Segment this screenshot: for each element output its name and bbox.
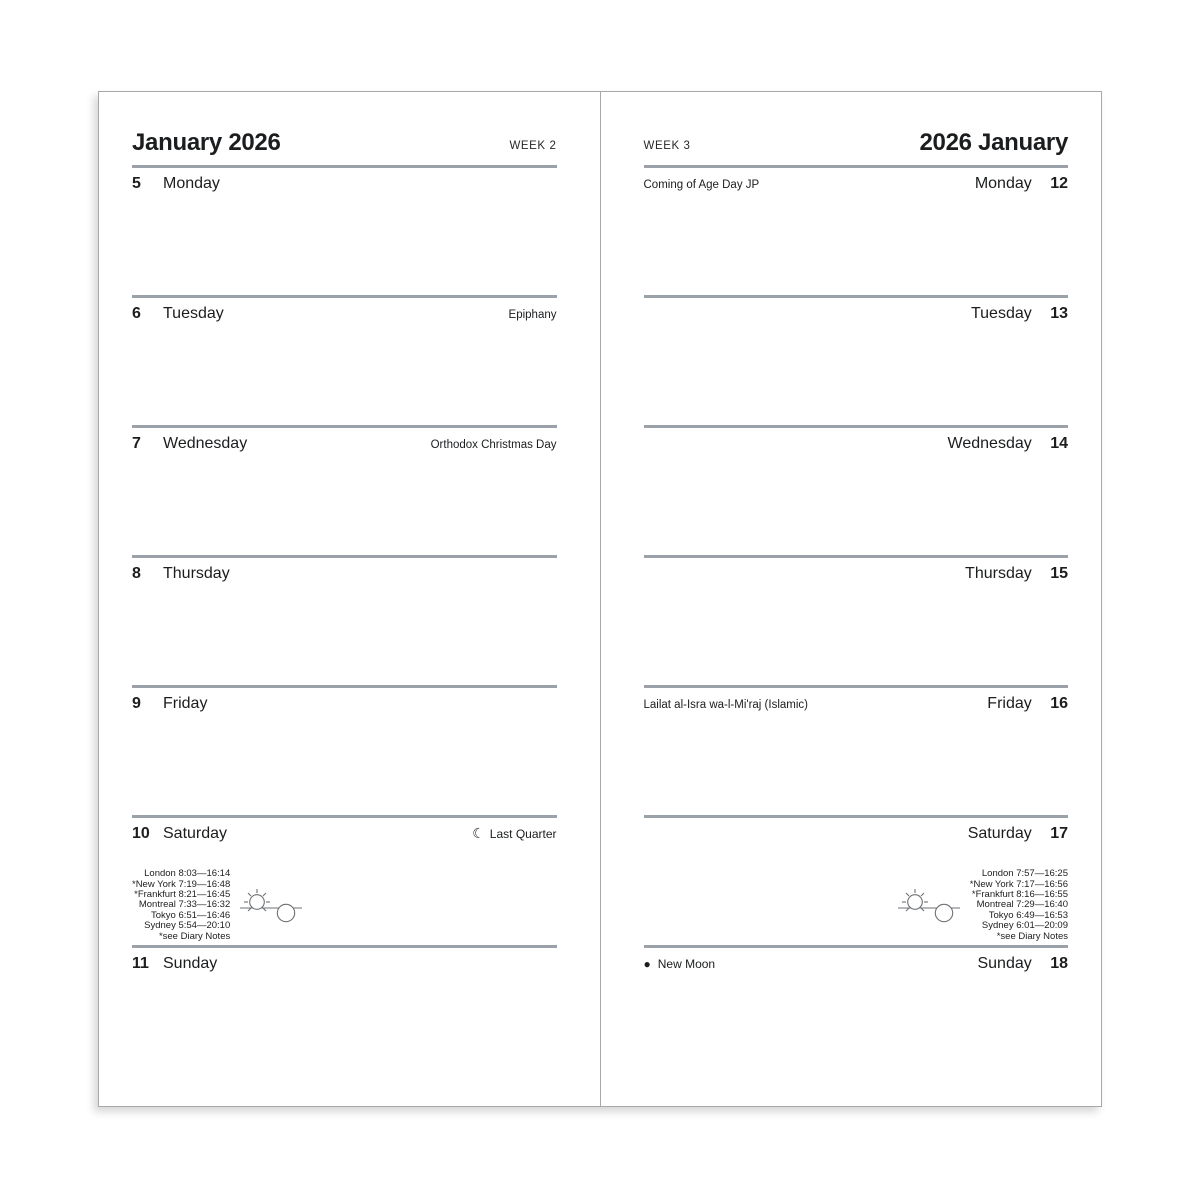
last-quarter-moon-icon: ☾ xyxy=(472,825,485,841)
sun-time-line: London 8:03—16:14 xyxy=(144,868,231,880)
day-row-header xyxy=(644,305,1069,323)
month-year-title-right: 2026 January xyxy=(919,129,1068,156)
day-name: Sunday xyxy=(977,955,1032,972)
day-label xyxy=(987,695,1068,713)
day-row-friday-9 xyxy=(132,685,557,815)
day-row-tuesday-6 xyxy=(132,295,557,425)
day-row-saturday-10 xyxy=(132,815,557,945)
sun-time-line: Montreal 7:29—16:40 xyxy=(976,899,1068,911)
day-number: 5 xyxy=(132,175,141,192)
day-number: 18 xyxy=(1050,955,1068,972)
moon-phase xyxy=(644,957,716,971)
day-name: Tuesday xyxy=(163,305,224,322)
day-row-monday-5 xyxy=(132,165,557,295)
diary-page-left xyxy=(99,92,601,1106)
day-name: Friday xyxy=(163,695,208,712)
day-label xyxy=(965,565,1068,583)
day-name: Friday xyxy=(987,695,1032,712)
sun-time-line: Sydney 5:54—20:10 xyxy=(144,920,231,932)
day-name: Thursday xyxy=(965,565,1032,582)
day-row-header xyxy=(132,305,557,323)
sun-time-line: Tokyo 6:51—16:46 xyxy=(151,909,231,921)
day-row-header xyxy=(132,825,557,843)
day-row-sunday-18 xyxy=(644,945,1069,1106)
day-label xyxy=(968,825,1068,843)
day-number: 17 xyxy=(1050,825,1068,842)
sunrise-horizon-icon xyxy=(240,886,302,926)
day-number: 7 xyxy=(132,435,141,452)
moon-phase-label: New Moon xyxy=(657,957,716,971)
day-number: 14 xyxy=(1050,435,1068,452)
day-label xyxy=(977,955,1068,973)
day-name: Wednesday xyxy=(947,435,1032,452)
day-number: 11 xyxy=(132,955,149,972)
day-number: 16 xyxy=(1050,695,1068,712)
sunrise-sunset-block xyxy=(132,869,302,942)
week-number-label-right: WEEK 3 xyxy=(643,139,691,152)
day-event: Lailat al-Isra wa-l-Mi'raj (Islamic) xyxy=(643,699,808,711)
day-row-thursday-15 xyxy=(644,555,1069,685)
day-row-header xyxy=(644,175,1069,193)
day-row-header xyxy=(132,955,557,973)
sunrise-sunset-block xyxy=(898,869,1068,942)
day-number: 6 xyxy=(132,305,141,322)
day-name: Monday xyxy=(974,175,1032,192)
day-label xyxy=(975,175,1068,193)
day-number: 10 xyxy=(132,825,150,842)
day-name: Saturday xyxy=(163,825,228,842)
right-page-header xyxy=(644,92,1069,165)
day-number: 13 xyxy=(1050,305,1068,322)
left-page-header xyxy=(132,92,557,165)
day-name: Monday xyxy=(163,175,220,192)
day-name: Tuesday xyxy=(970,305,1032,322)
day-row-header xyxy=(132,175,557,193)
day-name: Thursday xyxy=(163,565,230,582)
sun-time-line: *New York 7:17—16:56 xyxy=(969,878,1068,890)
sun-time-line: *New York 7:19—16:48 xyxy=(132,878,231,890)
day-row-tuesday-13 xyxy=(644,295,1069,425)
sun-time-line: Tokyo 6:49—16:53 xyxy=(988,909,1068,921)
sun-time-line: London 7:57—16:25 xyxy=(981,868,1068,880)
day-event: Epiphany xyxy=(508,309,557,321)
day-name: Sunday xyxy=(163,955,218,972)
day-row-header xyxy=(644,955,1069,973)
day-row-thursday-8 xyxy=(132,555,557,685)
sunrise-horizon-icon xyxy=(898,886,960,926)
month-year-title-left: January 2026 xyxy=(132,129,281,156)
day-number: 9 xyxy=(132,695,141,712)
day-row-wednesday-14 xyxy=(644,425,1069,555)
day-number: 15 xyxy=(1050,565,1068,582)
day-number: 12 xyxy=(1050,175,1068,192)
moon-phase-label: Last Quarter xyxy=(489,827,557,841)
day-row-saturday-17 xyxy=(644,815,1069,945)
diary-page-right xyxy=(601,92,1102,1106)
day-row-header xyxy=(132,565,557,583)
sun-time-line: Montreal 7:33—16:32 xyxy=(138,899,231,911)
new-moon-icon: ● xyxy=(643,957,651,971)
day-event: Coming of Age Day JP xyxy=(643,179,760,191)
day-row-header xyxy=(132,695,557,713)
day-event: Orthodox Christmas Day xyxy=(430,439,557,451)
sun-time-line: Sydney 6:01—20:09 xyxy=(981,920,1068,932)
sun-time-line: *Frankfurt 8:16—16:55 xyxy=(971,888,1068,900)
day-row-header xyxy=(644,695,1069,713)
day-label xyxy=(971,305,1068,323)
day-row-header xyxy=(644,435,1069,453)
diary-notes-footnote: *see Diary Notes xyxy=(158,930,231,942)
day-row-header xyxy=(644,565,1069,583)
day-label xyxy=(948,435,1068,453)
day-row-header xyxy=(644,825,1069,843)
day-row-wednesday-7 xyxy=(132,425,557,555)
day-name: Wednesday xyxy=(163,435,248,452)
diary-notes-footnote: *see Diary Notes xyxy=(996,930,1068,942)
moon-phase xyxy=(472,825,556,842)
week-number-label-left: WEEK 2 xyxy=(509,139,557,152)
sunrise-sunset-times xyxy=(970,869,1068,942)
day-name: Saturday xyxy=(967,825,1032,842)
day-row-monday-12 xyxy=(644,165,1069,295)
day-row-header xyxy=(132,435,557,453)
diary-week-spread xyxy=(98,91,1102,1107)
day-row-friday-16 xyxy=(644,685,1069,815)
sunrise-sunset-times xyxy=(132,869,230,942)
day-row-sunday-11 xyxy=(132,945,557,1106)
day-number: 8 xyxy=(132,565,141,582)
sun-time-line: *Frankfurt 8:21—16:45 xyxy=(134,888,231,900)
